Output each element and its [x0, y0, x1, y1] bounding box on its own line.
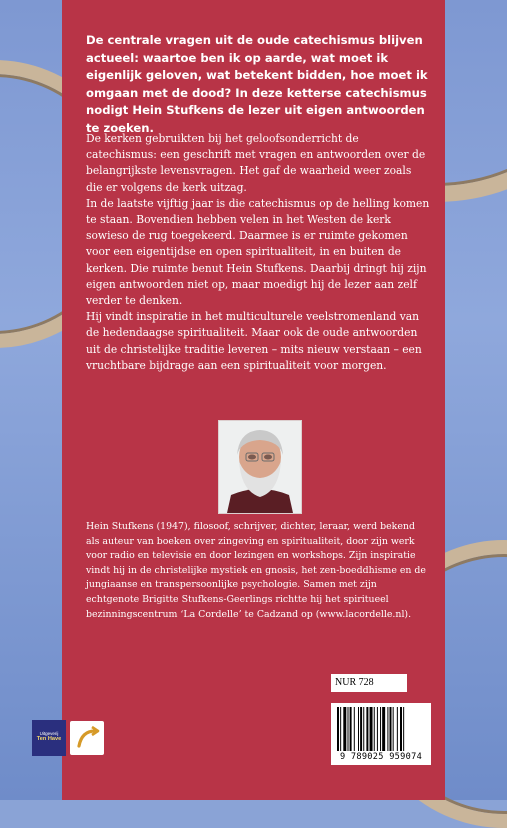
barcode-bar — [393, 707, 394, 751]
barcode-bar — [387, 707, 388, 751]
barcode-bar — [380, 707, 381, 751]
isbn-barcode — [331, 703, 431, 765]
curved-arrow-icon — [70, 721, 104, 755]
nur-code: NUR 728 — [331, 674, 407, 692]
publisher-label: Uitgeverij — [39, 731, 59, 736]
barcode-bar — [377, 707, 378, 751]
barcode-bars — [337, 707, 425, 751]
barcode-bar — [358, 707, 359, 751]
blurb-paragraph-3: Hij vindt inspiratie in het multiculturele veelstromenland van de hedendaagse spiritualiteit. Maar ook de oude antwoorden uit de christelijke traditie leveren – mits nieuw verstaan – een vruchtbare bijdrage aan een spiritualiteit voor morgen. — [86, 310, 422, 372]
barcode-bar — [340, 707, 341, 751]
barcode-bar — [366, 707, 368, 751]
barcode-bar — [382, 707, 385, 751]
publisher-mark — [70, 721, 104, 755]
author-photo — [218, 420, 302, 514]
barcode-bar — [337, 707, 339, 751]
author-bio: Hein Stufkens (1947), filosoof, schrijver, dichter, leraar, werd bekend als auteur van boeken over zingeving en spiritualiteit, door zijn werk voor radio en televisie en door lezingen en workshops. Zijn inspiratie vindt hij in de christelijke mystiek en gnosis, het zen-boeddhisme en de jungiaanse en transpersoonlijke psychologie. Samen met zijn echtgenote Brigitte Stufkens-Geerlings richtte hij het spiritueel bezinningscentrum ‘La Cordelle’ te Cadzand op (www.lacordelle.nl). — [86, 521, 426, 620]
barcode-bar — [403, 707, 404, 751]
back-cover-panel — [62, 0, 445, 800]
barcode-bar — [390, 707, 392, 751]
barcode-bar — [363, 707, 364, 751]
blurb-paragraph-1: De kerken gebruikten bij het geloofsonderricht de catechismus: een geschrift met vragen en antwoorden over de belangrijkste levensvragen. Het gaf de waarheid weer zoals die er volgens de kerk uitzag. — [86, 132, 426, 194]
barcode-bar — [400, 707, 402, 751]
barcode-bar — [360, 707, 362, 751]
blurb-paragraph-2: In de laatste vijftig jaar is die catechismus op de helling komen te staan. Bovendien hebben velen in het Westen de kerk sowieso de rug toegekeerd. Daarmee is er ruimte gekomen voor een eigentijdse en open spiritualiteit, in en buiten de kerken. Die ruimte benut Hein Stufkens. Daarbij dringt hij zijn eigen antwoorden niet op, maar moedigt hij de lezer aan zelf verder te denken. — [86, 196, 430, 308]
barcode-bar — [397, 707, 398, 751]
barcode-bar — [370, 707, 373, 751]
barcode-bar — [354, 707, 355, 751]
isbn-number: 9 789025 959074 — [339, 752, 423, 762]
barcode-bar — [374, 707, 375, 751]
publisher-logo — [32, 720, 66, 756]
barcode-bar — [343, 707, 346, 751]
intro-text: De centrale vragen uit de oude catechismus blijven actueel: waartoe ben ik op aarde, wat moet ik eigenlijk geloven, wat betekent bidden, hoe moet ik omgaan met de dood? In deze ketterse catechismus nodigt Hein Stufkens de lezer uit eigen antwoorden te zoeken. — [86, 33, 428, 135]
barcode-bar — [350, 707, 352, 751]
blurb-body — [86, 131, 431, 374]
publisher-name: Ten Have — [36, 736, 62, 742]
barcode-bar — [348, 707, 349, 751]
